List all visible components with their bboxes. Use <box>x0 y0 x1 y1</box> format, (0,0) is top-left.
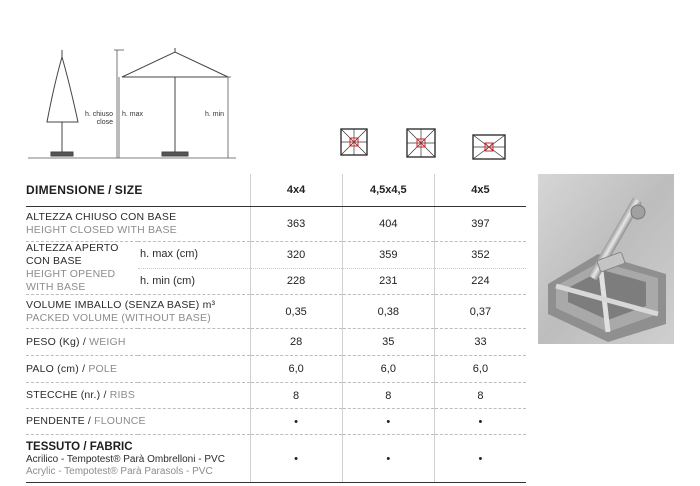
table-cell: 404 <box>342 207 434 242</box>
table-cell: 363 <box>250 207 342 242</box>
table-cell: 0,37 <box>434 295 526 329</box>
table-cell: 397 <box>434 207 526 242</box>
table-cell: • <box>434 409 526 435</box>
table-cell: 8 <box>434 383 526 409</box>
table-cell: • <box>342 409 434 435</box>
size-value: 4,5x4,5 <box>342 174 434 207</box>
table-cell: 35 <box>342 329 434 356</box>
table-cell: 8 <box>250 383 342 409</box>
size-label-en: SIZE <box>114 183 143 197</box>
base-detail-photo <box>538 174 674 344</box>
closed-height-label: h. chiuso close <box>84 111 113 126</box>
table-cell: 6,0 <box>434 356 526 383</box>
table-row-weight: PESO (Kg) / WEIGH 28 35 33 <box>26 329 526 356</box>
open-umbrella-drawing <box>122 48 228 156</box>
table-row-height-closed: ALTEZZA CHIUSO CON BASE HEIGHT CLOSED WITH BASE 363 404 397 <box>26 207 526 242</box>
table-cell: 33 <box>434 329 526 356</box>
rectangular-canopy-icon-4x5 <box>472 134 506 160</box>
table-cell: 6,0 <box>250 356 342 383</box>
table-cell: • <box>434 435 526 483</box>
size-value: 4x5 <box>434 174 526 207</box>
h-min-label: h. min (cm) <box>138 268 250 295</box>
square-canopy-icon-4x4 <box>340 128 368 156</box>
h-max-label: h. max (cm) <box>138 242 250 269</box>
table-cell: 28 <box>250 329 342 356</box>
table-row-height-opened-max: ALTEZZA APERTO CON BASE HEIGHT OPENED WITH BASE h. max (cm) 320 359 352 <box>26 242 526 269</box>
table-row-pole: PALO (cm) / POLE 6,0 6,0 6,0 <box>26 356 526 383</box>
closed-umbrella-drawing <box>47 50 78 156</box>
table-row-size: DIMENSIONE / SIZE 4x4 4,5x4,5 4x5 <box>26 174 526 207</box>
min-height-label: h. min <box>205 111 225 118</box>
table-cell: 352 <box>434 242 526 269</box>
table-row-volume: VOLUME IMBALLO (SENZA BASE) m³ PACKED VOLUME (WITHOUT BASE) 0,35 0,38 0,37 <box>26 295 526 329</box>
max-height-label: h. max <box>122 111 144 118</box>
table-cell: 0,35 <box>250 295 342 329</box>
table-cell: 231 <box>342 268 434 295</box>
table-row-fabric: TESSUTO / FABRIC Acrilico - Tempotest® Parà Ombrelloni - PVC Acrylic - Tempotest® Parà Parasols - PVC • • • <box>26 435 526 483</box>
table-row-flounce: PENDENTE / FLOUNCE • • • <box>26 409 526 435</box>
table-cell: 228 <box>250 268 342 295</box>
table-cell: • <box>250 409 342 435</box>
square-canopy-icon-4-5x4-5 <box>406 128 436 158</box>
size-label-it: DIMENSIONE <box>26 183 106 197</box>
table-cell: 320 <box>250 242 342 269</box>
table-cell: • <box>342 435 434 483</box>
table-row-ribs: STECCHE (nr.) / RIBS 8 8 8 <box>26 383 526 409</box>
size-value: 4x4 <box>250 174 342 207</box>
table-cell: 359 <box>342 242 434 269</box>
table-cell: 8 <box>342 383 434 409</box>
table-cell: 224 <box>434 268 526 295</box>
spec-table <box>26 174 526 483</box>
table-cell: • <box>250 435 342 483</box>
table-cell: 6,0 <box>342 356 434 383</box>
table-cell: 0,38 <box>342 295 434 329</box>
